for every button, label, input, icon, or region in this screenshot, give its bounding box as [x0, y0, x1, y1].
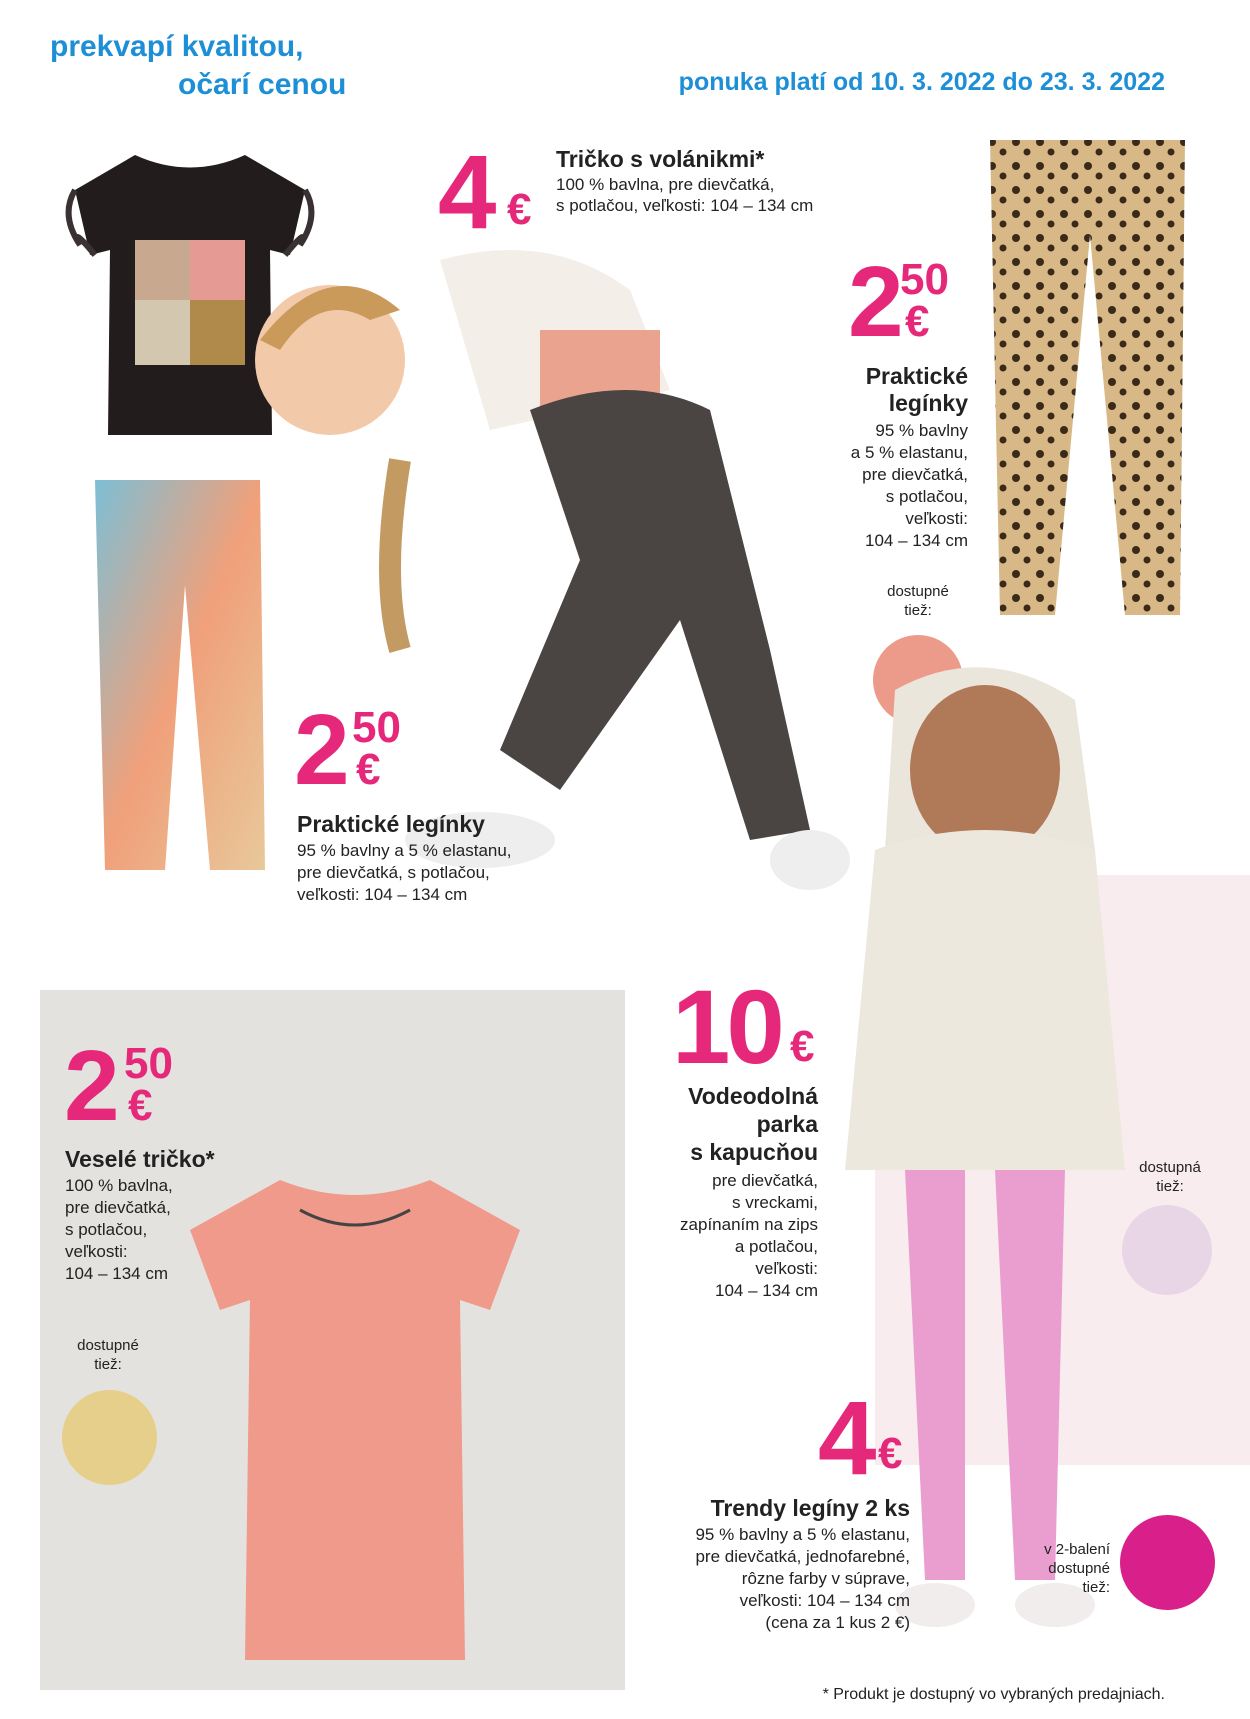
also-available-label: dostupné [77, 1337, 139, 1354]
price-leggings-trendy: 4 [818, 1380, 873, 1497]
slogan-line-2: očarí cenou [178, 68, 347, 101]
product-title: Trendy legíny 2 ks [710, 1495, 910, 1521]
also-available-label: tiež: [94, 1356, 122, 1373]
price-leggings-leaf: 2 [294, 694, 346, 806]
price-cents: 50 [352, 703, 401, 752]
price-cents: 50 [124, 1039, 173, 1088]
product-desc-line: 104 – 134 cm [864, 531, 968, 550]
price-currency: € [878, 1429, 903, 1478]
product-desc-line: 104 – 134 cm [65, 1264, 169, 1283]
price-currency: € [790, 1022, 815, 1071]
coral-leaf-tshirt-image [180, 1170, 530, 1670]
product-desc-line: zapínaním na zips [680, 1215, 818, 1234]
product-desc-line: a potlačou, [734, 1237, 818, 1256]
footer-note: * Produkt je dostupný vo vybraných predajniach. [822, 1686, 1165, 1703]
product-desc-line: 95 % bavlny a 5 % elastanu, [695, 1525, 910, 1544]
product-desc-line: 100 % bavlna, [65, 1176, 173, 1195]
product-desc-line: (cena za 1 kus 2 €) [765, 1613, 910, 1632]
product-title: Tričko s volánikmi* [556, 146, 765, 172]
color-swatch-lilac-print[interactable] [1122, 1205, 1212, 1295]
product-title: Vodeodolná [688, 1083, 818, 1109]
product-desc-line: 95 % bavlny [875, 421, 968, 440]
price-currency: € [507, 185, 532, 234]
product-desc-line: pre dievčatká, jednofarebné, [695, 1547, 910, 1566]
product-title: legínky [888, 390, 968, 416]
product-desc-line: 100 % bavlna, pre dievčatká, [556, 175, 775, 194]
product-title: s kapucňou [690, 1139, 818, 1165]
product-desc-line: pre dievčatká, [65, 1198, 171, 1217]
product-desc-line: veľkosti: 104 – 134 cm [739, 1591, 910, 1610]
also-available-label: dostupné [1048, 1560, 1110, 1577]
product-desc-line: s potlačou, [885, 487, 968, 506]
leopard-print-leggings-image [985, 135, 1195, 625]
product-desc-line: 95 % bavlny a 5 % elastanu, [297, 841, 512, 860]
product-title: Veselé tričko* [65, 1146, 215, 1172]
product-desc-line: veľkosti: 104 – 134 cm [297, 885, 468, 904]
price-leggings-leopard: 2 [848, 246, 900, 358]
product-desc-line: pre dievčatká, [712, 1171, 818, 1190]
price-currency: € [128, 1081, 153, 1130]
product-desc-line: veľkosti: [905, 509, 968, 528]
also-available-label: v 2-balení [1044, 1541, 1110, 1558]
also-available-label: tiež: [1082, 1579, 1110, 1596]
price-tshirt-ruffles: 4 [438, 134, 493, 251]
color-swatch-yellow-sloth[interactable] [62, 1390, 157, 1485]
also-available-label: tiež: [1156, 1178, 1184, 1195]
product-desc-line: veľkosti: [65, 1242, 128, 1261]
price-cents: 50 [900, 255, 949, 304]
product-title: Praktické legínky [297, 811, 485, 837]
also-available-label: tiež: [904, 602, 932, 619]
slogan-line-1: prekvapí kvalitou, [50, 30, 304, 63]
also-available-label: dostupné [887, 583, 949, 600]
price-currency: € [356, 745, 381, 794]
color-swatch-magenta[interactable] [1120, 1515, 1215, 1610]
product-desc-line: rôzne farby v súprave, [741, 1569, 910, 1588]
product-desc-line: s potlačou, veľkosti: 104 – 134 cm [556, 196, 814, 215]
also-available-label: dostupná [1139, 1159, 1201, 1176]
product-desc-line: a 5 % elastanu, [850, 443, 968, 462]
price-tshirt-merry: 2 [64, 1030, 116, 1142]
product-desc-line: pre dievčatká, s potlačou, [297, 863, 490, 882]
product-desc-line: veľkosti: [755, 1259, 818, 1278]
offer-validity: ponuka platí od 10. 3. 2022 do 23. 3. 2022 [678, 68, 1165, 96]
leaf-print-leggings-image [85, 475, 275, 875]
product-title: parka [756, 1111, 818, 1137]
product-desc-line: s potlačou, [65, 1220, 148, 1239]
product-desc-line: 104 – 134 cm [714, 1281, 818, 1300]
price-parka: 10 [672, 969, 781, 1086]
product-desc-line: pre dievčatká, [862, 465, 968, 484]
product-title: Praktické [865, 363, 968, 389]
product-desc-line: s vreckami, [732, 1193, 818, 1212]
price-currency: € [905, 297, 930, 346]
